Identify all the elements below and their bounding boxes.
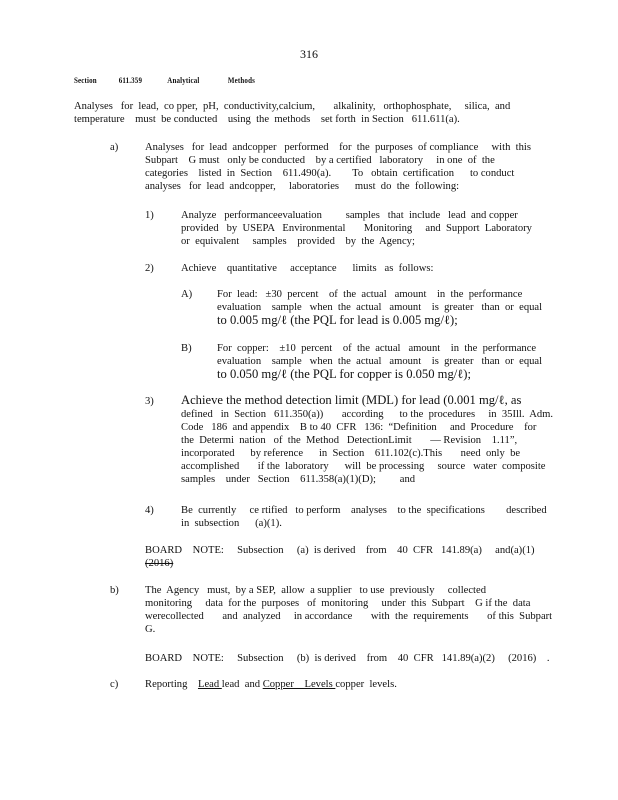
subsection-a-label: a) bbox=[110, 142, 119, 153]
item-2B-label: B) bbox=[181, 343, 192, 354]
section-word: Section bbox=[74, 75, 97, 85]
item-2B-text bbox=[217, 342, 543, 381]
text-line: or equivalent samples provided by the Agency; bbox=[181, 236, 415, 247]
inserted-text: Copper Levels bbox=[262, 679, 336, 690]
text-line: in subsection (a)(1). bbox=[181, 518, 282, 529]
item-2-text bbox=[181, 262, 526, 275]
subsection-a-text bbox=[145, 141, 535, 193]
text-line: monitoring data for the purposes of monitoring under this Subpart G if the data bbox=[145, 598, 531, 609]
text-line: analyses for lead andcopper, laboratories must do the following: bbox=[145, 181, 460, 192]
text-line: to 0.050 mg/ℓ (the PQL for copper is 0.050 mg/ℓ); bbox=[217, 367, 471, 381]
subsection-c-label: c) bbox=[110, 679, 119, 690]
text-line: samples under Section 611.358(a)(1)(D); and bbox=[181, 474, 416, 485]
item-2A-text bbox=[217, 288, 543, 327]
text-line: For lead: ±30 percent of the actual amount in the performance bbox=[217, 289, 523, 300]
text-segment: Reporting bbox=[145, 679, 198, 690]
text-line: evaluation sample when the actual amount is greater than or equal bbox=[217, 356, 543, 367]
struck-text: (2016) bbox=[145, 558, 174, 569]
text-line: G. bbox=[145, 624, 156, 635]
item-4-label: 4) bbox=[145, 505, 154, 516]
inserted-text: Lead bbox=[197, 679, 222, 690]
intro-paragraph bbox=[74, 100, 514, 126]
subsection-b-label: b) bbox=[110, 585, 119, 596]
text-line: For copper: ±10 percent of the actual amount in the performance bbox=[217, 343, 537, 354]
item-2-label: 2) bbox=[145, 263, 154, 274]
text-segment: copper levels. bbox=[335, 679, 397, 690]
text-line: Subpart G must only be conducted by a certified laboratory in one of the bbox=[145, 155, 495, 166]
section-heading bbox=[74, 74, 255, 87]
text-line: Achieve the method detection limit (MDL) for lead (0.001 mg/ℓ, as bbox=[181, 393, 522, 407]
subsection-c-text bbox=[145, 678, 525, 691]
text-line: to 0.005 mg/ℓ (the PQL for lead is 0.005 mg/ℓ); bbox=[217, 313, 458, 327]
item-4-text bbox=[181, 504, 547, 530]
text-line: BOARD NOTE: Subsection (b) is derived from 40 CFR 141.89(a)(2) (2016) . bbox=[145, 653, 550, 664]
text-line: accomplished if the laboratory will be processing source water composite bbox=[181, 461, 546, 472]
text-line: the Determi nation of the Method DetectionLimit — Revision 1.11”, bbox=[181, 435, 518, 446]
item-1-text bbox=[181, 209, 532, 248]
text-line: Code 186 and appendix B to 40 CFR 136: “Definition and Procedure for bbox=[181, 422, 537, 433]
page-number: 316 bbox=[300, 47, 318, 61]
text-line: categories listed in Section 611.490(a). To obtain certification to conduct bbox=[145, 168, 515, 179]
text-segment: lead and bbox=[221, 679, 263, 690]
text-line: Analyses for lead andcopper performed for the purposes of compliance with this bbox=[145, 142, 531, 153]
text-line: werecollected and analyzed in accordance with the requirements of this Subpart bbox=[145, 611, 553, 622]
intro-line: temperature must be conducted using the methods set forth in Section 611.611(a). bbox=[74, 114, 460, 125]
section-number: 611.359 bbox=[118, 75, 143, 85]
text-line: incorporated by reference in Section 611.102(c).This need only be bbox=[181, 448, 521, 459]
item-2A-label: A) bbox=[181, 289, 193, 300]
text-line: Analyze performanceevaluation samples that include lead and copper bbox=[181, 210, 518, 221]
text-line: The Agency must, by a SEP, allow a supplier to use previously collected bbox=[145, 585, 487, 596]
text-line: defined in Section 611.350(a)) according to the procedures in 35Ill. Adm. bbox=[181, 409, 554, 420]
text-line: BOARD NOTE: Subsection (a) is derived from 40 CFR 141.89(a) and(a)(1) bbox=[145, 545, 535, 556]
text-line: Achieve quantitative acceptance limits as follows: bbox=[181, 263, 434, 274]
item-3-label: 3) bbox=[145, 396, 154, 407]
subsection-b-text bbox=[145, 584, 553, 636]
text-line: provided by USEPA Environmental Monitoring and Support Laboratory bbox=[181, 223, 532, 234]
board-note-b bbox=[145, 652, 550, 665]
item-1-label: 1) bbox=[145, 210, 154, 221]
section-title-word2: Methods bbox=[227, 75, 256, 85]
intro-line: Analyses for lead, co pper, pH, conductivity,calcium, alkalinity, orthophosphate, silica, and bbox=[74, 101, 511, 112]
section-title-word1: Analytical bbox=[167, 75, 200, 85]
text-line: Be currently ce rtified to perform analyses to the specifications described bbox=[181, 505, 547, 516]
text-line: evaluation sample when the actual amount is greater than or equal bbox=[217, 302, 543, 313]
item-3-text bbox=[181, 393, 554, 486]
board-note-a bbox=[145, 544, 535, 570]
